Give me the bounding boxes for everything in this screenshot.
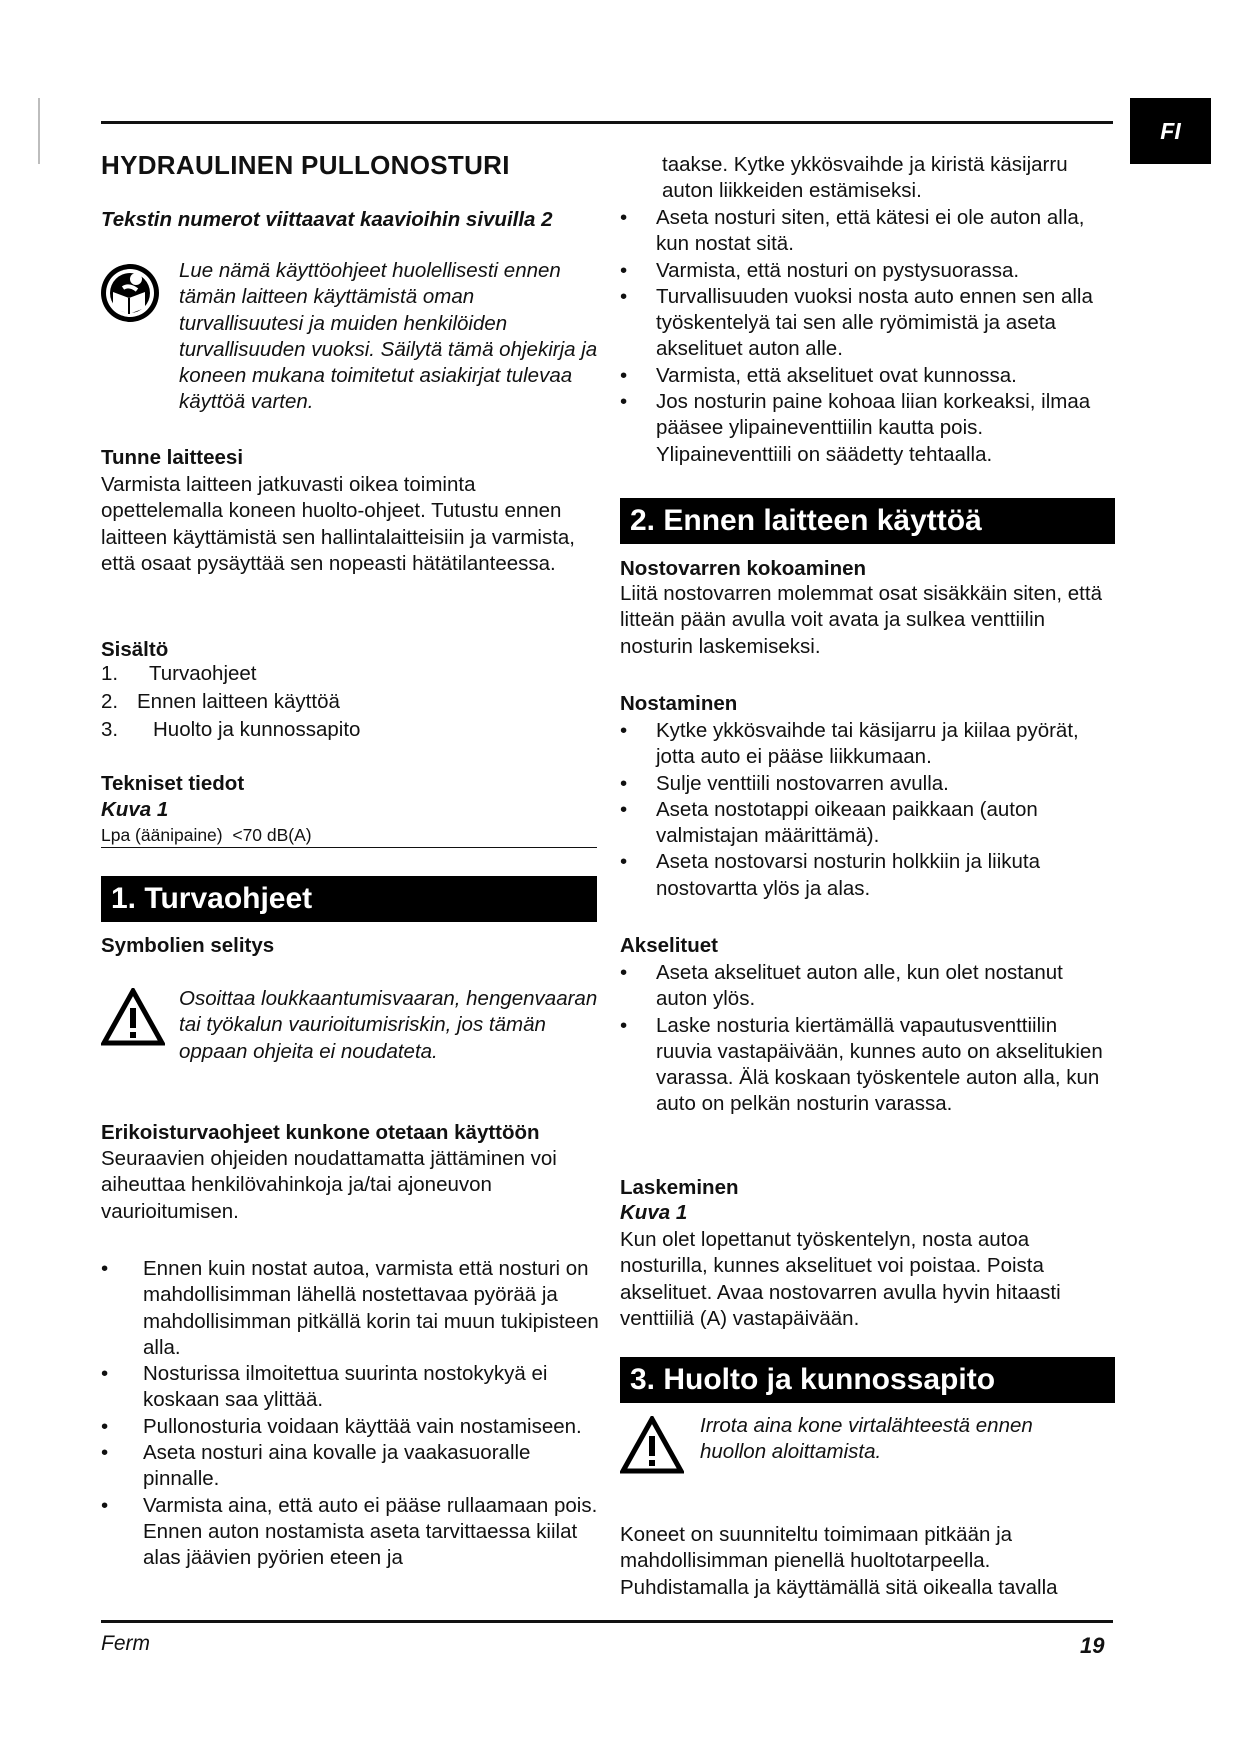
list-item: • Pullonosturia voidaan käyttää vain nostamiseen. xyxy=(101,1414,601,1440)
warning-triangle-icon xyxy=(101,988,165,1046)
footer-brand: Ferm xyxy=(101,1632,150,1655)
contents-item xyxy=(101,716,597,744)
contents-item-label: Huolto ja kunnossapito xyxy=(153,718,361,741)
bullet-icon: • xyxy=(101,1441,109,1465)
list-item: • Sulje venttiili nostovarren avulla. xyxy=(620,771,1118,797)
list-item: • Kytke ykkösvaihde tai käsijarru ja kiilaa pyörät, jotta auto ei pääse liikkumaan. xyxy=(620,719,1079,769)
bullet-icon: • xyxy=(620,850,628,874)
bullet-icon: • xyxy=(620,771,628,795)
contents-list xyxy=(101,660,597,744)
lifting-bullet-list xyxy=(620,718,1118,902)
lowering-figure-ref: Kuva 1 xyxy=(620,1201,688,1224)
header-rule xyxy=(101,121,1113,124)
list-item: • Aseta akselituet auton alle, kun olet nostanut auton ylös. xyxy=(620,961,1063,1011)
special-safety-heading: Erikoisturvaohjeet kunkone otetaan käyttöön xyxy=(101,1121,540,1144)
assembly-text: Liitä nostovarren molemmat osat sisäkkäin siten, että litteän pään avulla voit avata ja sulkea venttiilin nosturin laskemiseksi. xyxy=(620,582,1102,658)
contents-item-number: 3. xyxy=(101,718,119,741)
warning-symbol-note: Osoittaa loukkaantumisvaaran, hengenvaaran tai työkalun vaurioitumisriskin, jos tämän oppaan ohjeita ei noudateta. xyxy=(179,987,598,1063)
read-manual-icon xyxy=(99,262,161,324)
list-item: • Nosturissa ilmoitettua suurinta nostokykyä ei koskaan saa ylittää. xyxy=(101,1362,548,1412)
contents-item xyxy=(101,660,597,688)
list-item: • Aseta nostotappi oikeaan paikkaan (auton valmistajan määrittämä). xyxy=(620,797,1038,848)
bullet-icon: • xyxy=(620,284,628,308)
document-title: HYDRAULINEN PULLONOSTURI xyxy=(101,150,510,180)
warning-triangle-icon xyxy=(620,1416,684,1474)
maintenance-text: Koneet on suunniteltu toimimaan pitkään ja mahdollisimman pienellä huoltotarpeella. Puhdistamalla ja käyttämällä sitä oikealla tavalla xyxy=(620,1523,1058,1599)
bullet-icon: • xyxy=(620,206,628,229)
safety-bullet-list-continued xyxy=(620,205,1118,468)
safety-bullet-list xyxy=(101,1256,601,1572)
section-3-title: 3. Huolto ja kunnossapito xyxy=(620,1357,1115,1403)
bullet-icon: • xyxy=(620,961,628,984)
tech-data-row: Lpa (äänipaine) <70 dB(A) xyxy=(101,825,312,845)
bullet-icon: • xyxy=(101,1362,109,1386)
tech-data-figure-ref: Kuva 1 xyxy=(101,798,169,821)
assembly-heading: Nostovarren kokoaminen xyxy=(620,557,867,580)
contents-item-label: Turvaohjeet xyxy=(149,662,257,685)
list-item: • Aseta nostovarsi nosturin holkkiin ja liikuta nostovartta ylös ja alas. xyxy=(620,850,1040,900)
bullet-icon: • xyxy=(101,1414,109,1438)
tech-data-rule xyxy=(101,847,597,848)
bullet-icon: • xyxy=(620,363,628,387)
read-manual-note: Lue nämä käyttöohjeet huolellisesti ennen tämän laitteen käyttämistä oman turvallisuutesi ja muiden henkilöiden turvallisuuden vuoksi. Säilytä tämä ohjekirja ja koneen mukana toimitetut asiakirjat tulevaa käyttöä varten. xyxy=(179,259,598,414)
contents-heading: Sisältö xyxy=(101,638,169,661)
language-tab: FI xyxy=(1130,98,1211,164)
bullet-icon: • xyxy=(620,719,628,742)
bullet-icon: • xyxy=(620,1013,628,1037)
section-1-title: 1. Turvaohjeet xyxy=(101,876,597,922)
list-item: • Laske nosturia kiertämällä vapautusventtiilin ruuvia vastapäivään, kunnes auto on akselitukien varassa. Älä koskaan työskentele auton alla, kun auto on pelkän nosturin varassa. xyxy=(620,1013,1103,1116)
contents-item-label: Ennen laitteen käyttöä xyxy=(137,690,340,713)
contents-item-number: 1. xyxy=(101,662,119,685)
list-item: • Turvallisuuden vuoksi nosta auto ennen sen alla työskentelyä tai sen alle ryömimistä ja aseta akselituet auton alle. xyxy=(620,284,1093,361)
margin-mark xyxy=(38,98,40,164)
axle-stands-heading: Akselituet xyxy=(620,934,718,957)
list-item: • Varmista, että akselituet ovat kunnossa. xyxy=(620,363,1118,389)
contents-item xyxy=(101,688,597,716)
page-number: 19 xyxy=(1080,1633,1105,1658)
list-item: • Aseta nosturi aina kovalle ja vaakasuoralle pinnalle. xyxy=(101,1441,531,1491)
figure-reference-note: Tekstin numerot viittaavat kaavioihin sivuilla 2 xyxy=(101,208,553,231)
list-item: • Varmista aina, että auto ei pääse rullaamaan pois. Ennen auton nostamista aseta tarvittaessa kiilat alas jäävien pyörien eteen ja xyxy=(101,1493,598,1570)
footer-rule xyxy=(101,1620,1113,1623)
section-2-title: 2. Ennen laitteen käyttöä xyxy=(620,498,1115,544)
list-item: • Jos nosturin paine kohoaa liian korkeaksi, ilmaa pääsee ylipaineventtiilin kautta pois. Ylipaineventtiili on säädetty tehtaalla. xyxy=(620,390,1091,466)
axle-stands-bullet-list xyxy=(620,960,1118,1118)
lowering-heading: Laskeminen xyxy=(620,1176,739,1199)
symbols-heading: Symbolien selitys xyxy=(101,934,275,957)
lifting-heading: Nostaminen xyxy=(620,692,738,715)
lowering-text: Kun olet lopettanut työskentelyn, nosta autoa nosturilla, kunnes akselituet voi poistaa. Poista akselituet. Avaa nostovarren avulla hyvin hitaasti venttiiliä (A) vastapäivään. xyxy=(620,1228,1061,1330)
bullet-icon: • xyxy=(620,390,628,414)
maintenance-warning: Irrota aina kone virtalähteestä ennen huollon aloittamista. xyxy=(700,1414,1033,1464)
bullet-icon: • xyxy=(620,797,628,821)
bullet-icon: • xyxy=(620,258,628,282)
bullet-icon: • xyxy=(101,1493,109,1517)
contents-item-number: 2. xyxy=(101,690,119,713)
list-item: • Ennen kuin nostat autoa, varmista että nosturi on mahdollisimman lähellä nostettavaa pyörää ja mahdollisimman pitkällä korin tai muun tukipisteen alla. xyxy=(101,1257,599,1359)
know-device-heading: Tunne laitteesi xyxy=(101,446,244,469)
list-item: • Aseta nosturi siten, että kätesi ei ole auton alla, kun nostat sitä. xyxy=(620,206,1085,256)
list-item: • Varmista, että nosturi on pystysuorassa. xyxy=(620,258,1118,284)
special-safety-text: Seuraavien ohjeiden noudattamatta jättäminen voi aiheuttaa henkilövahinkoja ja/tai ajoneuvon vaurioitumisen. xyxy=(101,1147,557,1223)
bullet-icon: • xyxy=(101,1257,109,1280)
continued-text: taakse. Kytke ykkösvaihde ja kiristä käsijarru auton liikkeiden estämiseksi. xyxy=(662,153,1068,203)
know-device-text: Varmista laitteen jatkuvasti oikea toiminta opettelemalla koneen huolto-ohjeet. Tutustu ennen laitteen käyttämistä sen hallintalaitteisiin ja varmista, että osaat pysäyttää sen nopeasti hätätilanteessa. xyxy=(101,473,575,575)
tech-data-heading: Tekniset tiedot xyxy=(101,772,245,795)
